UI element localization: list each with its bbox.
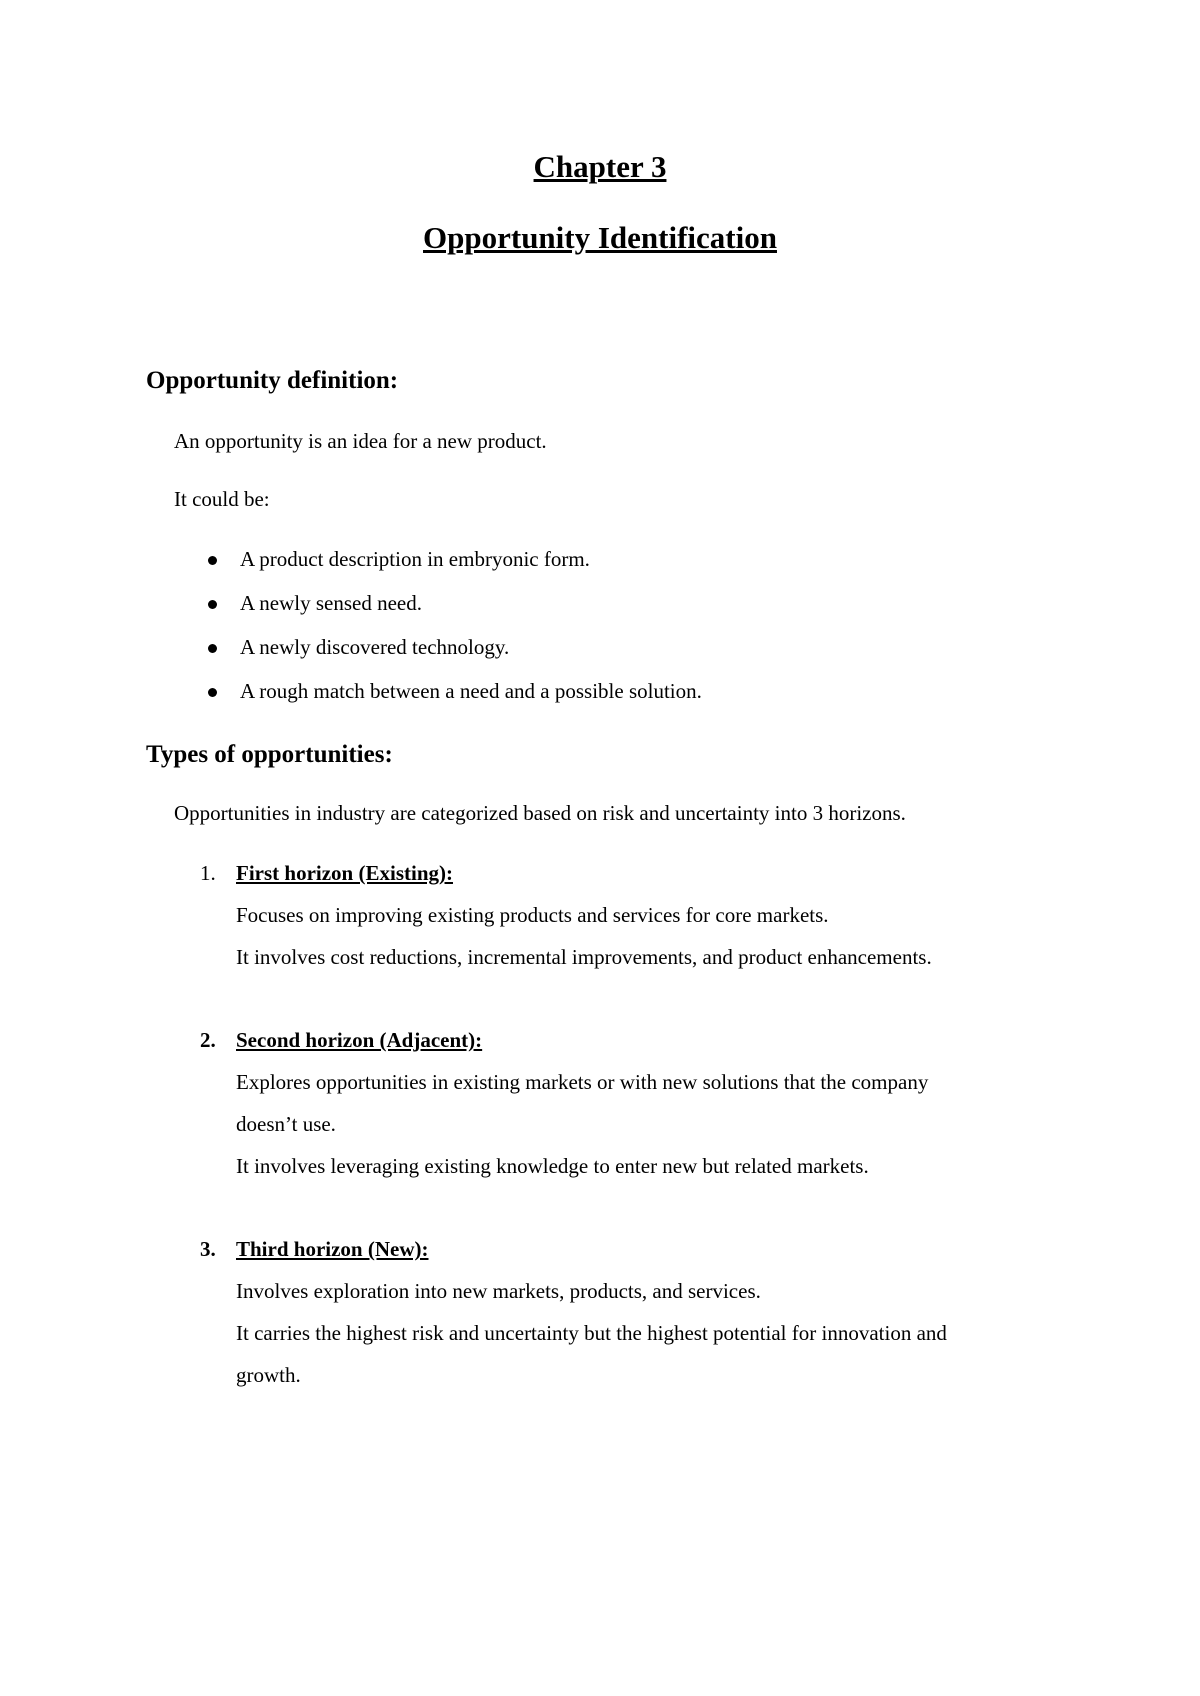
bullet-icon [208,688,217,697]
horizon-title: Third horizon (New): [236,1237,429,1261]
horizon-number: 3. [200,1237,216,1261]
could-be-text: It could be: [174,487,270,511]
horizon-text: It involves leveraging existing knowledge to enter new but related markets. [236,1154,869,1178]
horizon-text: Explores opportunities in existing markets or with new solutions that the company [236,1070,929,1094]
horizon-title: Second horizon (Adjacent): [236,1028,483,1052]
definition-heading: Opportunity definition: [146,367,399,394]
list-item-text: A newly discovered technology. [240,635,510,659]
types-intro: Opportunities in industry are categorized based on risk and uncertainty into 3 horizons. [174,801,906,825]
bullet-icon [208,556,217,565]
definition-intro: An opportunity is an idea for a new product. [174,429,547,453]
horizon-number: 1. [200,861,216,885]
list-item [208,549,590,570]
chapter-title: Chapter 3 [533,149,667,184]
page-title: Opportunity Identification [423,220,777,255]
horizon-number: 2. [200,1028,216,1052]
list-item [208,681,702,702]
horizon-title: First horizon (Existing): [236,861,453,885]
types-heading: Types of opportunities: [146,741,393,768]
list-item [208,593,422,614]
horizon-text: Focuses on improving existing products and services for core markets. [236,903,829,927]
bullet-icon [208,644,217,653]
horizon-text: It involves cost reductions, incremental improvements, and product enhancements. [236,945,932,969]
list-item-text: A product description in embryonic form. [240,547,590,571]
horizon-text: It carries the highest risk and uncertainty but the highest potential for innovation and [236,1321,947,1345]
list-item-text: A rough match between a need and a possible solution. [240,679,702,703]
bullet-icon [208,600,217,609]
list-item-text: A newly sensed need. [240,591,422,615]
horizon-text: growth. [236,1363,301,1387]
horizon-text: doesn’t use. [236,1112,336,1136]
horizon-text: Involves exploration into new markets, products, and services. [236,1279,761,1303]
list-item [208,637,509,658]
